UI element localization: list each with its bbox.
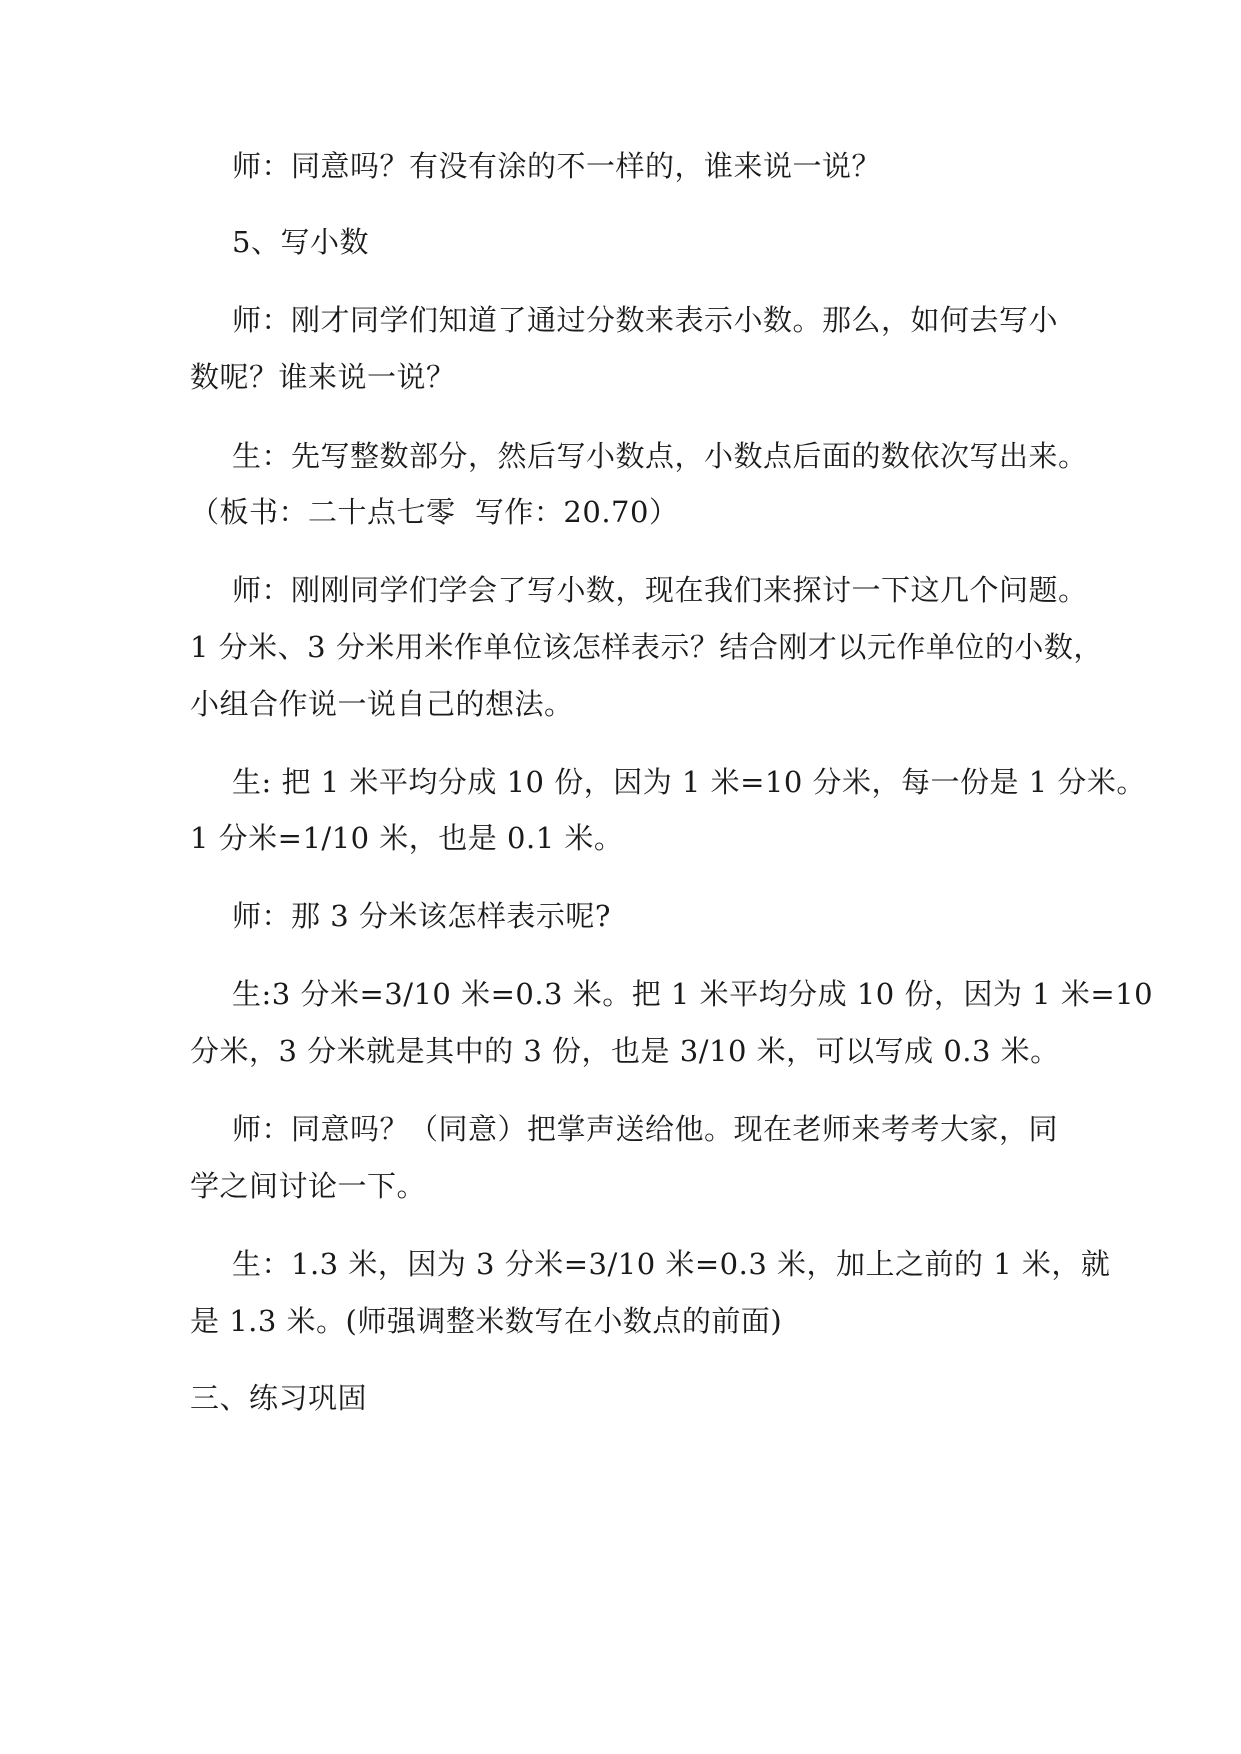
- section-heading: 三、练习巩固: [190, 1381, 368, 1415]
- section-heading: 5、写小数: [232, 225, 369, 259]
- paragraph-line: 生：先写整数部分，然后写小数点，小数点后面的数依次写出来。: [232, 439, 1088, 473]
- paragraph-line: 师：刚刚同学们学会了写小数，现在我们来探讨一下这几个问题。: [232, 573, 1088, 607]
- paragraph-line: 分米，3 分米就是其中的 3 份，也是 3/10 米，可以写成 0.3 米。: [190, 1034, 1060, 1068]
- paragraph-line: 生:3 分米=3/10 米=0.3 米。把 1 米平均分成 10 份，因为 1 米=10: [232, 977, 1154, 1011]
- paragraph-line: 师：那 3 分米该怎样表示呢?: [232, 899, 611, 933]
- paragraph-line: 数呢？谁来说一说？: [190, 360, 456, 394]
- paragraph-line: 师：同意吗？有没有涂的不一样的，谁来说一说？: [232, 149, 882, 183]
- paragraph-line: 是 1.3 米。(师强调整米数写在小数点的前面): [190, 1304, 783, 1338]
- paragraph-line: （板书：二十点七零 写作：20.70）: [190, 495, 679, 529]
- paragraph-line: 师：刚才同学们知道了通过分数来表示小数。那么，如何去写小: [232, 303, 1059, 337]
- paragraph-line: 1 分米、3 分米用米作单位该怎样表示？结合刚才以元作单位的小数，: [190, 630, 1103, 664]
- paragraph-line: 生: 把 1 米平均分成 10 份，因为 1 米=10 分米，每一份是 1 分米。: [232, 765, 1146, 799]
- paragraph-line: 学之间讨论一下。: [190, 1169, 427, 1203]
- paragraph-line: 师：同意吗？（同意）把掌声送给他。现在老师来考考大家，同: [232, 1112, 1059, 1146]
- paragraph-line: 小组合作说一说自己的想法。: [190, 687, 574, 721]
- paragraph-line: 1 分米=1/10 米，也是 0.1 米。: [190, 821, 624, 855]
- paragraph-line: 生：1.3 米，因为 3 分米=3/10 米=0.3 米，加上之前的 1 米，就: [232, 1247, 1111, 1281]
